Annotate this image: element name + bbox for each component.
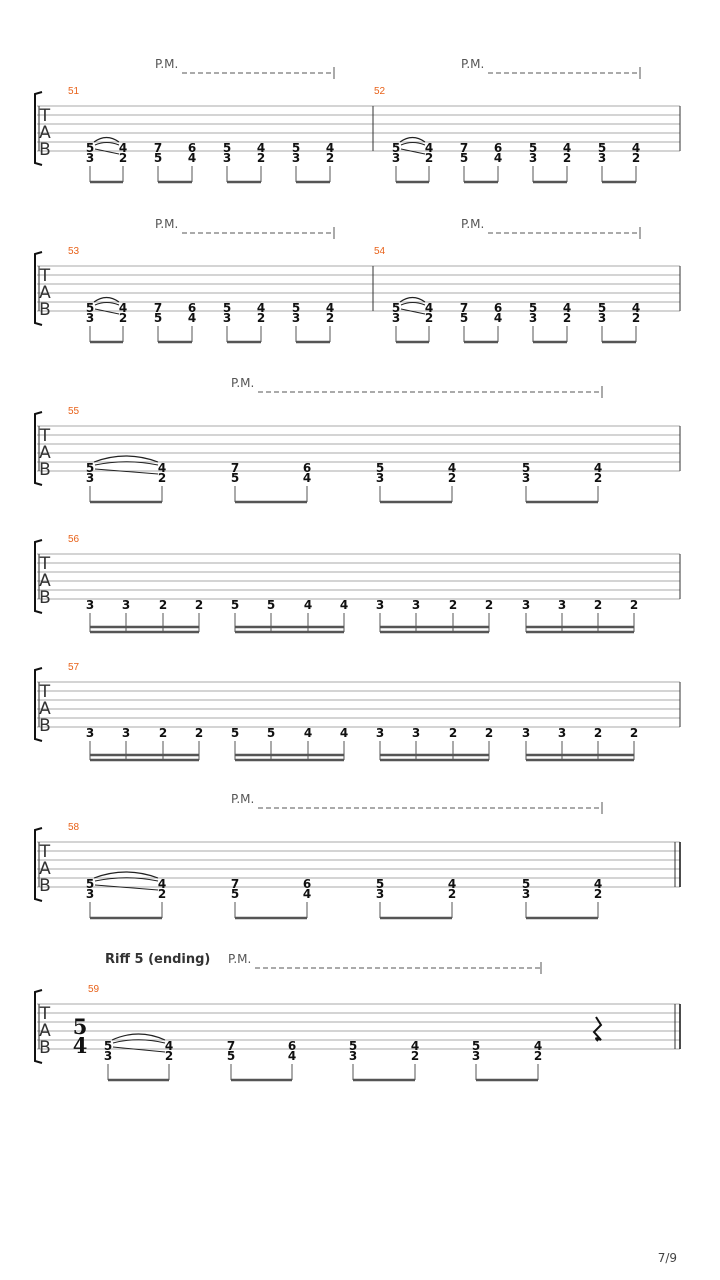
fret-number: 7 bbox=[230, 461, 240, 475]
measure-number: 52 bbox=[374, 86, 386, 97]
fret-number: 3 bbox=[411, 726, 421, 740]
fret-number: 5 bbox=[471, 1039, 481, 1053]
fret-number: 5 bbox=[348, 1039, 358, 1053]
fret-number: 6 bbox=[187, 301, 197, 315]
fret-number: 5 bbox=[597, 301, 607, 315]
fret-number: 3 bbox=[391, 311, 401, 325]
fret-number: 4 bbox=[533, 1039, 543, 1053]
fret-number: 2 bbox=[562, 311, 572, 325]
tab-label-a: A bbox=[39, 443, 51, 463]
fret-number: 4 bbox=[325, 301, 335, 315]
fret-number: 3 bbox=[121, 598, 131, 612]
slur-arc bbox=[95, 303, 119, 305]
fret-number: 4 bbox=[118, 141, 128, 155]
fret-number: 3 bbox=[375, 471, 385, 485]
slur-arc bbox=[401, 303, 425, 305]
fret-number: 3 bbox=[291, 151, 301, 165]
fret-number: 5 bbox=[85, 301, 95, 315]
fret-number: 3 bbox=[348, 1049, 358, 1063]
fret-number: 2 bbox=[157, 887, 167, 901]
fret-number: 7 bbox=[153, 301, 163, 315]
fret-number: 5 bbox=[153, 151, 163, 165]
fret-number: 5 bbox=[528, 141, 538, 155]
fret-number: 3 bbox=[557, 598, 567, 612]
measure-number: 54 bbox=[374, 246, 386, 257]
fret-number: 3 bbox=[85, 726, 95, 740]
fret-number: 4 bbox=[157, 461, 167, 475]
slur-arc bbox=[94, 872, 158, 878]
tab-label-t: T bbox=[39, 266, 51, 286]
fret-number: 3 bbox=[291, 311, 301, 325]
fret-number: 3 bbox=[375, 887, 385, 901]
fret-number: 4 bbox=[631, 301, 641, 315]
fret-number: 5 bbox=[153, 311, 163, 325]
tab-label-b: B bbox=[39, 876, 51, 896]
fret-number: 4 bbox=[187, 311, 197, 325]
fret-number: 2 bbox=[158, 726, 168, 740]
fret-number: 3 bbox=[121, 726, 131, 740]
fret-number: 2 bbox=[593, 726, 603, 740]
fret-number: 2 bbox=[194, 598, 204, 612]
tab-label-b: B bbox=[39, 588, 51, 608]
fret-number: 2 bbox=[118, 311, 128, 325]
fret-number: 5 bbox=[85, 141, 95, 155]
fret-number: 3 bbox=[103, 1049, 113, 1063]
time-signature-top: 5 bbox=[72, 1014, 88, 1039]
tab-label-t: T bbox=[39, 554, 51, 574]
fret-number: 4 bbox=[339, 726, 349, 740]
fret-number: 4 bbox=[410, 1039, 420, 1053]
fret-number: 3 bbox=[375, 726, 385, 740]
fret-number: 3 bbox=[375, 598, 385, 612]
fret-number: 5 bbox=[528, 301, 538, 315]
fret-number: 2 bbox=[157, 471, 167, 485]
fret-number: 5 bbox=[222, 141, 232, 155]
fret-number: 3 bbox=[521, 471, 531, 485]
fret-number: 3 bbox=[85, 311, 95, 325]
slur-arc bbox=[94, 138, 119, 143]
palm-mute-label: P.M. bbox=[155, 57, 179, 71]
fret-number: 2 bbox=[410, 1049, 420, 1063]
fret-number: 5 bbox=[230, 471, 240, 485]
tab-label-a: A bbox=[39, 699, 51, 719]
tab-label-t: T bbox=[39, 1004, 51, 1024]
tab-label-t: T bbox=[39, 682, 51, 702]
fret-number: 7 bbox=[226, 1039, 236, 1053]
tab-label-b: B bbox=[39, 460, 51, 480]
slur-arc bbox=[94, 456, 158, 462]
fret-number: 3 bbox=[528, 311, 538, 325]
fret-number: 5 bbox=[597, 141, 607, 155]
fret-number: 6 bbox=[187, 141, 197, 155]
fret-number: 5 bbox=[230, 598, 240, 612]
fret-number: 4 bbox=[493, 311, 503, 325]
fret-number: 2 bbox=[533, 1049, 543, 1063]
fret-number: 7 bbox=[230, 877, 240, 891]
tab-label-a: A bbox=[39, 123, 51, 143]
palm-mute-label: P.M. bbox=[461, 217, 485, 231]
fret-number: 5 bbox=[291, 301, 301, 315]
fret-number: 2 bbox=[256, 151, 266, 165]
fret-number: 4 bbox=[593, 877, 603, 891]
fret-number: 4 bbox=[424, 301, 434, 315]
fret-number: 2 bbox=[593, 471, 603, 485]
fret-number: 4 bbox=[325, 141, 335, 155]
fret-number: 5 bbox=[85, 877, 95, 891]
fret-number: 4 bbox=[303, 726, 313, 740]
fret-number: 6 bbox=[287, 1039, 297, 1053]
tab-label-a: A bbox=[39, 1021, 51, 1041]
fret-number: 4 bbox=[118, 301, 128, 315]
fret-number: 6 bbox=[493, 301, 503, 315]
fret-number: 2 bbox=[194, 726, 204, 740]
palm-mute-label: P.M. bbox=[231, 792, 255, 806]
fret-number: 4 bbox=[493, 151, 503, 165]
tab-label-a: A bbox=[39, 283, 51, 303]
fret-number: 5 bbox=[375, 877, 385, 891]
palm-mute-label: P.M. bbox=[228, 952, 252, 966]
fret-number: 3 bbox=[597, 151, 607, 165]
fret-number: 2 bbox=[424, 151, 434, 165]
fret-number: 2 bbox=[631, 311, 641, 325]
fret-number: 2 bbox=[118, 151, 128, 165]
fret-number: 2 bbox=[593, 598, 603, 612]
slur-arc bbox=[400, 138, 425, 143]
fret-number: 2 bbox=[158, 598, 168, 612]
fret-number: 5 bbox=[391, 141, 401, 155]
fret-number: 7 bbox=[459, 301, 469, 315]
fret-number: 6 bbox=[493, 141, 503, 155]
fret-number: 5 bbox=[391, 301, 401, 315]
fret-number: 3 bbox=[521, 726, 531, 740]
fret-number: 4 bbox=[302, 887, 312, 901]
fret-number: 4 bbox=[303, 598, 313, 612]
slur-arc bbox=[112, 1034, 165, 1040]
slur-arc bbox=[401, 143, 425, 145]
fret-number: 2 bbox=[631, 151, 641, 165]
fret-number: 2 bbox=[629, 726, 639, 740]
fret-number: 3 bbox=[222, 311, 232, 325]
tab-label-a: A bbox=[39, 571, 51, 591]
fret-number: 2 bbox=[256, 311, 266, 325]
fret-number: 5 bbox=[266, 726, 276, 740]
palm-mute-label: P.M. bbox=[155, 217, 179, 231]
fret-number: 5 bbox=[103, 1039, 113, 1053]
slur-arc bbox=[400, 298, 425, 303]
fret-number: 3 bbox=[557, 726, 567, 740]
fret-number: 3 bbox=[85, 887, 95, 901]
fret-number: 2 bbox=[593, 887, 603, 901]
riff-label: Riff 5 (ending) bbox=[105, 952, 211, 967]
fret-number: 3 bbox=[521, 598, 531, 612]
fret-number: 4 bbox=[187, 151, 197, 165]
fret-number: 3 bbox=[528, 151, 538, 165]
palm-mute-label: P.M. bbox=[461, 57, 485, 71]
fret-number: 4 bbox=[424, 141, 434, 155]
fret-number: 3 bbox=[471, 1049, 481, 1063]
fret-number: 2 bbox=[629, 598, 639, 612]
fret-number: 3 bbox=[85, 471, 95, 485]
slur-arc bbox=[94, 298, 119, 303]
measure-number: 59 bbox=[88, 984, 100, 995]
fret-number: 4 bbox=[256, 301, 266, 315]
fret-number: 4 bbox=[157, 877, 167, 891]
fret-number: 3 bbox=[391, 151, 401, 165]
fret-number: 2 bbox=[448, 598, 458, 612]
fret-number: 2 bbox=[484, 598, 494, 612]
fret-number: 2 bbox=[448, 726, 458, 740]
fret-number: 6 bbox=[302, 461, 312, 475]
fret-number: 5 bbox=[459, 151, 469, 165]
fret-number: 5 bbox=[521, 461, 531, 475]
fret-number: 4 bbox=[302, 471, 312, 485]
fret-number: 4 bbox=[447, 877, 457, 891]
palm-mute-label: P.M. bbox=[231, 376, 255, 390]
fret-number: 3 bbox=[85, 151, 95, 165]
fret-number: 2 bbox=[562, 151, 572, 165]
fret-number: 7 bbox=[153, 141, 163, 155]
page-number: 7/9 bbox=[657, 1251, 677, 1265]
fret-number: 5 bbox=[230, 726, 240, 740]
fret-number: 2 bbox=[447, 887, 457, 901]
tab-label-b: B bbox=[39, 716, 51, 736]
tab-label-b: B bbox=[39, 140, 51, 160]
fret-number: 4 bbox=[339, 598, 349, 612]
time-signature-bottom: 4 bbox=[72, 1033, 88, 1058]
tab-label-t: T bbox=[39, 426, 51, 446]
fret-number: 3 bbox=[411, 598, 421, 612]
fret-number: 3 bbox=[85, 598, 95, 612]
fret-number: 4 bbox=[593, 461, 603, 475]
fret-number: 5 bbox=[226, 1049, 236, 1063]
fret-number: 2 bbox=[325, 151, 335, 165]
fret-number: 2 bbox=[325, 311, 335, 325]
fret-number: 2 bbox=[484, 726, 494, 740]
tab-label-t: T bbox=[39, 106, 51, 126]
fret-number: 5 bbox=[266, 598, 276, 612]
fret-number: 4 bbox=[256, 141, 266, 155]
fret-number: 2 bbox=[164, 1049, 174, 1063]
fret-number: 5 bbox=[291, 141, 301, 155]
fret-number: 6 bbox=[302, 877, 312, 891]
fret-number: 5 bbox=[521, 877, 531, 891]
tab-label-a: A bbox=[39, 859, 51, 879]
fret-number: 5 bbox=[459, 311, 469, 325]
fret-number: 4 bbox=[562, 141, 572, 155]
measure-number: 51 bbox=[68, 86, 80, 97]
slur-arc bbox=[95, 143, 119, 145]
measure-number: 55 bbox=[68, 406, 80, 417]
tab-label-t: T bbox=[39, 842, 51, 862]
fret-number: 3 bbox=[521, 887, 531, 901]
tab-label-b: B bbox=[39, 1038, 51, 1058]
fret-number: 4 bbox=[447, 461, 457, 475]
fret-number: 3 bbox=[222, 151, 232, 165]
fret-number: 2 bbox=[447, 471, 457, 485]
measure-number: 58 bbox=[68, 822, 80, 833]
fret-number: 4 bbox=[562, 301, 572, 315]
fret-number: 5 bbox=[375, 461, 385, 475]
fret-number: 5 bbox=[222, 301, 232, 315]
fret-number: 4 bbox=[287, 1049, 297, 1063]
fret-number: 3 bbox=[597, 311, 607, 325]
quarter-rest-icon bbox=[594, 1017, 601, 1041]
measure-number: 53 bbox=[68, 246, 80, 257]
measure-number: 56 bbox=[68, 534, 80, 545]
fret-number: 4 bbox=[164, 1039, 174, 1053]
fret-number: 5 bbox=[85, 461, 95, 475]
tab-label-b: B bbox=[39, 300, 51, 320]
fret-number: 7 bbox=[459, 141, 469, 155]
fret-number: 4 bbox=[631, 141, 641, 155]
fret-number: 5 bbox=[230, 887, 240, 901]
fret-number: 2 bbox=[424, 311, 434, 325]
measure-number: 57 bbox=[68, 662, 80, 673]
